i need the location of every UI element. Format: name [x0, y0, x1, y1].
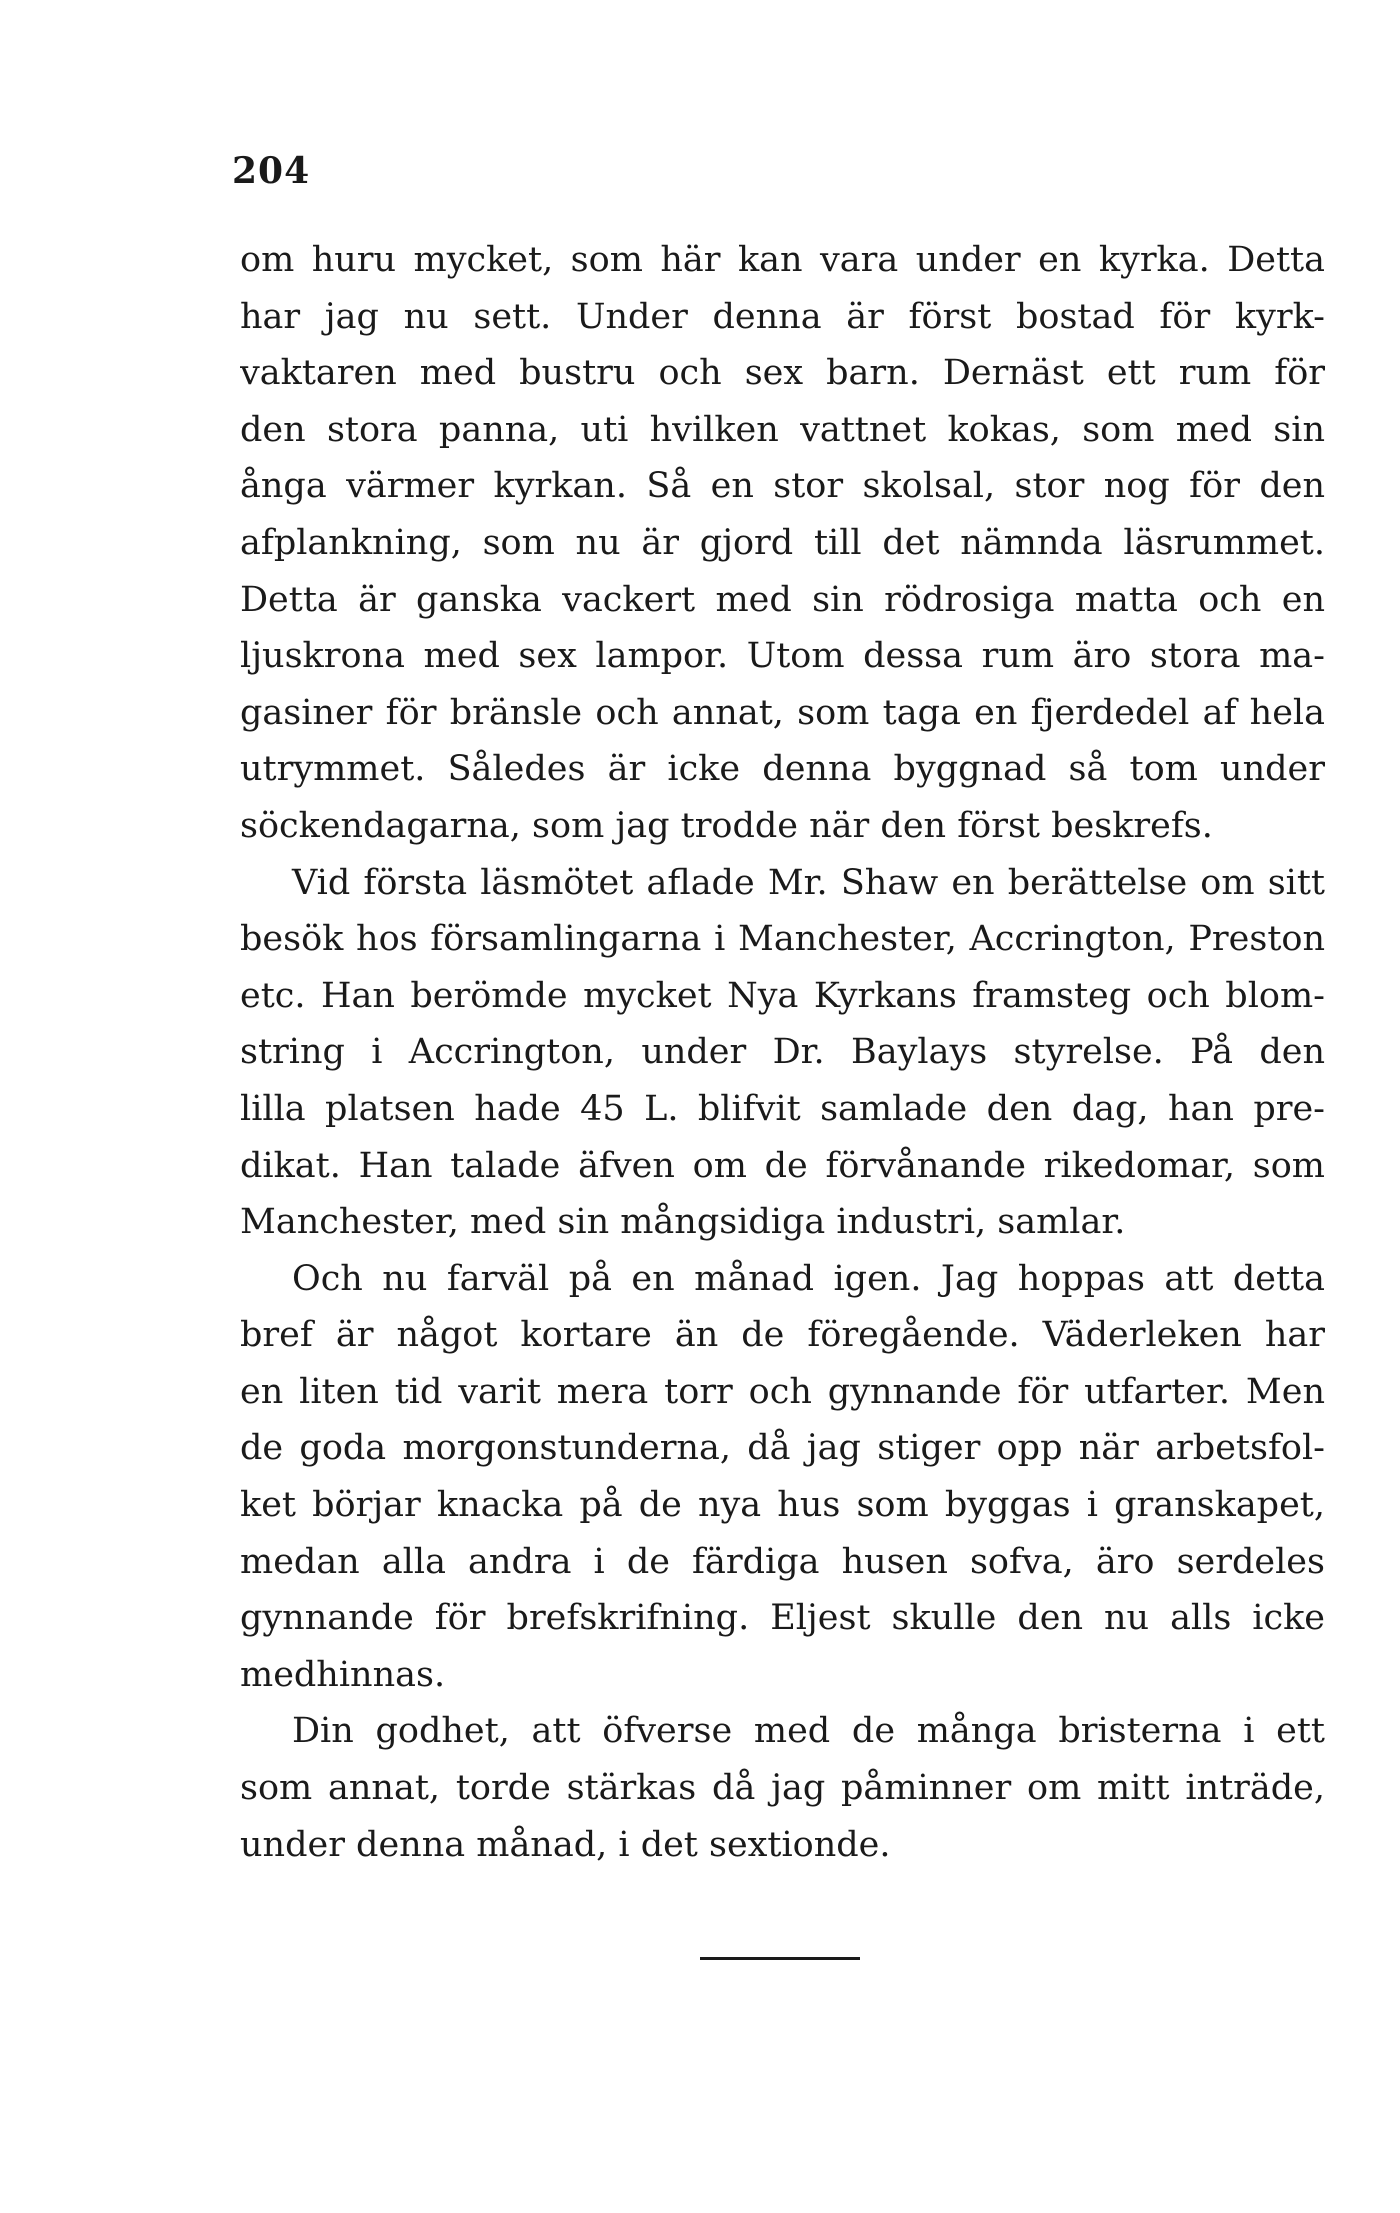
paragraph-4 [240, 1703, 1325, 1873]
text-line: under denna månad, i det sextionde. [240, 1824, 891, 1865]
paragraph-1 [240, 232, 1325, 855]
text-line: Vid första läsmötet aflade Mr. Shaw en berättelse om sitt [292, 862, 1325, 903]
text-line: Detta är ganska vackert med sin rödrosiga matta och en [240, 579, 1325, 620]
text-line: de goda morgonstunderna, då jag stiger opp när arbetsfol- [240, 1428, 1325, 1469]
text-line: Manchester, med sin mångsidiga industri, samlar. [240, 1202, 1126, 1243]
text-line: afplankning, som nu är gjord till det nämnda läsrummet. [240, 522, 1325, 563]
text-line: dikat. Han talade äfven om de förvånande rikedomar, som [240, 1145, 1325, 1186]
text-line: om huru mycket, som här kan vara under en kyrka. Detta [240, 240, 1325, 280]
text-line: etc. Han berömde mycket Nya Kyrkans framsteg och blom- [240, 975, 1325, 1016]
paragraph-2 [240, 855, 1325, 1251]
text-line: ljuskrona med sex lampor. Utom dessa rum äro stora ma- [240, 636, 1325, 677]
text-line: ket börjar knacka på de nya hus som byggas i granskapet, [240, 1485, 1325, 1526]
text-line: medan alla andra i de färdiga husen sofva, äro serdeles [240, 1541, 1325, 1582]
text-line: bref är något kortare än de föregående. Väderleken har [240, 1315, 1325, 1356]
text-line: Din godhet, att öfverse med de många bristerna i ett [292, 1711, 1325, 1752]
text-line: string i Accrington, under Dr. Baylays styrelse. På den [240, 1032, 1325, 1073]
text-line: utrymmet. Således är icke denna byggnad så tom under [240, 749, 1325, 790]
page-number: 204 [232, 150, 311, 192]
text-block [240, 232, 1325, 1873]
text-line: den stora panna, uti hvilken vattnet kokas, som med sin [240, 409, 1325, 450]
text-line: söckendagarna, som jag trodde när den först beskrefs. [240, 805, 1213, 846]
text-line: gynnande för brefskrifning. Eljest skulle den nu alls icke [240, 1598, 1325, 1639]
text-line: en liten tid varit mera torr och gynnande för utfarter. Men [240, 1371, 1325, 1412]
text-line: gasiner för bränsle och annat, som taga en fjerdedel af hela [240, 692, 1325, 733]
text-line: som annat, torde stärkas då jag påminner om mitt inträde, [240, 1768, 1325, 1809]
text-line: besök hos församlingarna i Manchester, Accrington, Preston [240, 919, 1325, 960]
text-line: ånga värmer kyrkan. Så en stor skolsal, stor nog för den [240, 466, 1325, 507]
text-line: lilla platsen hade 45 L. blifvit samlade den dag, han pre- [240, 1088, 1325, 1129]
text-line: Och nu farväl på en månad igen. Jag hoppas att detta [292, 1258, 1325, 1299]
text-line: har jag nu sett. Under denna är först bostad för kyrk- [240, 296, 1325, 337]
paragraph-3 [240, 1251, 1325, 1704]
text-line: medhinnas. [240, 1654, 446, 1695]
text-line: vaktaren med bustru och sex barn. Dernäst ett rum för [240, 353, 1325, 394]
end-rule-divider [700, 1957, 860, 1960]
